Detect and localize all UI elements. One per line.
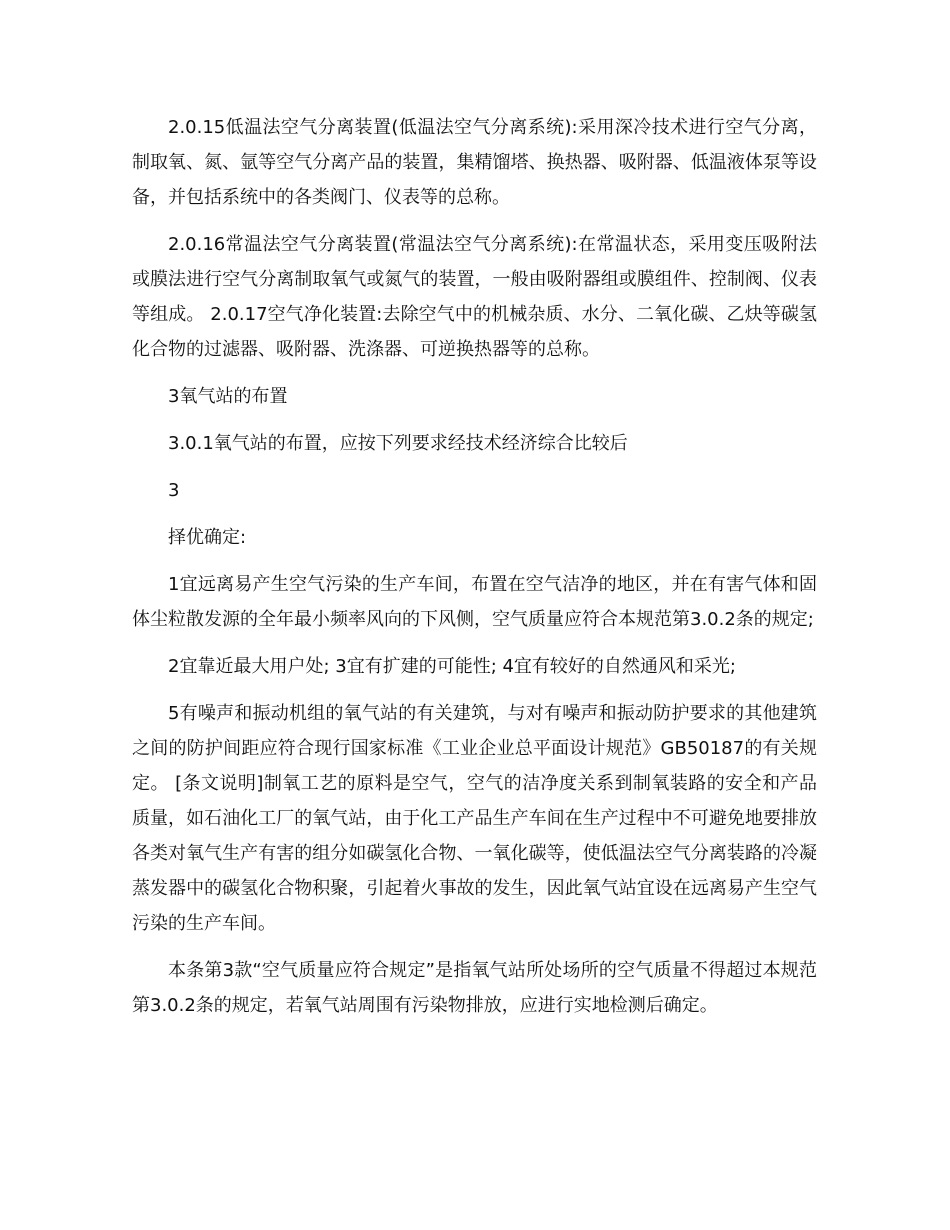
document-body (132, 110, 817, 1035)
paragraph-2-0-15: 2.0.15低温法空气分离装置(低温法空气分离系统):采用深冷技术进行空气分离，制取氧、氮、氩等空气分离产品的装置，集精馏塔、换热器、吸附器、低温液体泵等设备，并包括系统中的各类阀门、仪表等的总称。 (132, 117, 817, 208)
section-heading-3: 3氧气站的布置 (168, 386, 288, 407)
paragraph-clause-3: 本条第3款“空气质量应符合规定”是指氧气站所处场所的空气质量不得超过本规范第3.0.2条的规定，若氧气站周围有污染物排放，应进行实地检测后确定。 (132, 960, 817, 1016)
page-number: 3 (168, 480, 180, 501)
list-item-2-4: 2宜靠近最大用户处; 3宜有扩建的可能性; 4宜有较好的自然通风和采光; (168, 656, 736, 677)
list-item-1: 1宜远离易产生空气污染的生产车间，布置在空气洁净的地区，并在有害气体和固体尘粒散发源的全年最小频率风向的下风侧，空气质量应符合本规范第3.0.2条的规定; (132, 574, 817, 630)
paragraph-2-0-16-17: 2.0.16常温法空气分离装置(常温法空气分离系统):在常温状态，采用变压吸附法或膜法进行空气分离制取氧气或氮气的装置，一般由吸附器组或膜组件、控制阀、仪表等组成。 2.0.17空气净化装置:去除空气中的机械杂质、水分、二氧化碳、乙炔等碳氢化合物的过滤器、吸附器、洗涤器、可逆换热器等的总称。 (132, 234, 817, 360)
paragraph-3-0-1: 3.0.1氧气站的布置，应按下列要求经技术经济综合比较后 (168, 433, 628, 454)
list-item-5-explanation: 5有噪声和振动机组的氧气站的有关建筑，与对有噪声和振动防护要求的其他建筑之间的防护间距应符合现行国家标准《工业企业总平面设计规范》GB50187的有关规定。 [条文说明]制氧工艺的原料是空气，空气的洁净度关系到制氧装路的安全和产品质量，如石油化工厂的氧气站，由于化工产品生产车间在生产过程中不可避免地要排放各类对氧气生产有害的组分如碳氢化合物、一氧化碳等，使低温法空气分离装路的冷凝蒸发器中的碳氢化合物积聚，引起着火事故的发生，因此氧气站宜设在远离易产生空气污染的生产车间。 (132, 703, 817, 934)
paragraph-continuation: 择优确定: (168, 527, 247, 548)
